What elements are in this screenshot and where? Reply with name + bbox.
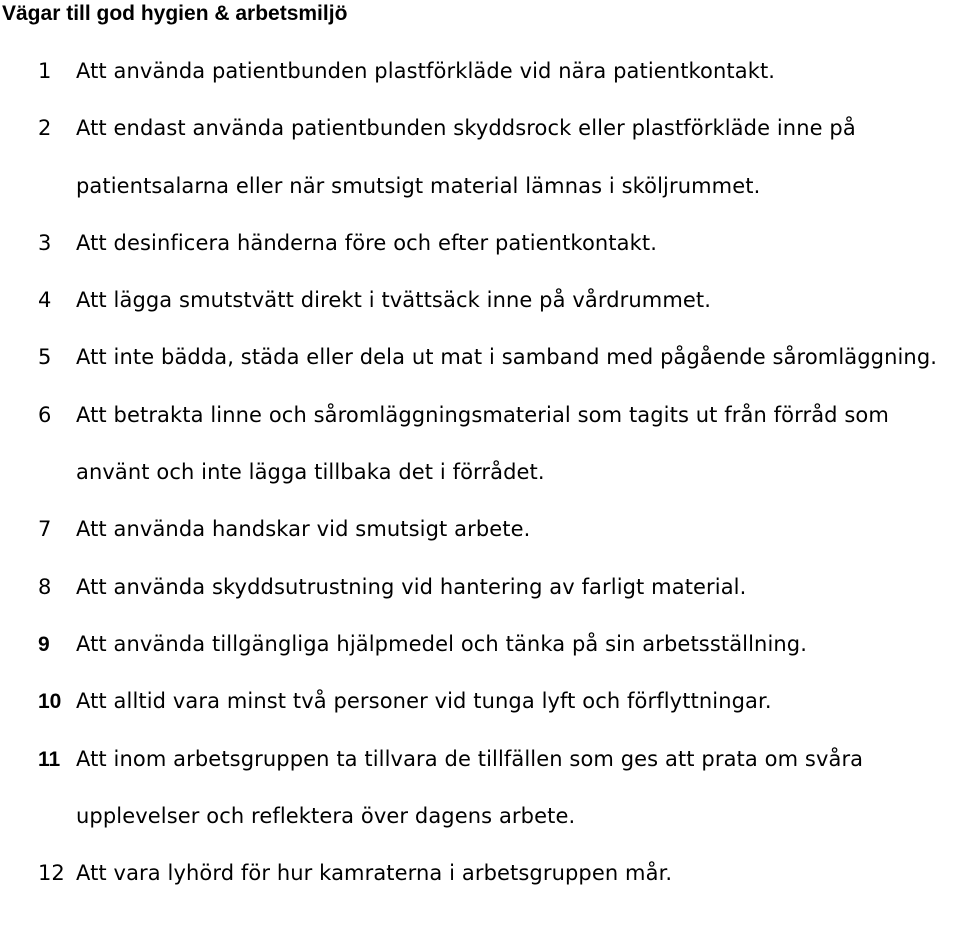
list-item [0, 215, 960, 272]
item-text: Att använda skyddsutrustning vid hantering av farligt material. [76, 574, 747, 599]
item-text: Att inte bädda, städa eller dela ut mat i samband med pågående såromläggning. [76, 345, 938, 370]
item-text: Att betrakta linne och såromläggningsmaterial som tagits ut från förråd som använt och inte lägga tillbaka det i förrådet. [76, 402, 889, 485]
list-item [0, 100, 960, 215]
item-text: Att lägga smutstvätt direkt i tvättsäck inne på vårdrummet. [76, 288, 712, 313]
item-number: 2 [38, 116, 52, 141]
item-number: 1 [38, 59, 52, 83]
list-item [0, 501, 960, 558]
list-item [0, 845, 960, 902]
list-item [0, 616, 960, 673]
item-number: 12 [38, 861, 65, 886]
list-item [0, 731, 960, 846]
item-number: 10 [38, 690, 62, 714]
list-item [0, 387, 960, 502]
item-text: Att använda tillgängliga hjälpmedel och tänka på sin arbetsställning. [76, 631, 807, 656]
item-number: 4 [38, 288, 52, 313]
item-text: Att desinficera händerna före och efter patientkontakt. [76, 230, 657, 255]
item-text: Att alltid vara minst två personer vid tunga lyft och förflyttningar. [76, 689, 772, 714]
list-item [0, 559, 960, 616]
guideline-list [0, 43, 960, 902]
item-text: Att använda patientbunden plastförkläde vid nära patientkontakt. [76, 59, 776, 83]
item-number: 8 [38, 574, 52, 599]
list-item [0, 43, 960, 100]
list-item [0, 272, 960, 329]
item-text: Att inom arbetsgruppen ta tillvara de tillfällen som ges att prata om svåra upplevelser och reflektera över dagens arbete. [76, 746, 864, 828]
item-number: 6 [38, 402, 52, 427]
list-item [0, 673, 960, 730]
item-number: 9 [38, 632, 50, 656]
item-text: Att använda handskar vid smutsigt arbete. [76, 517, 531, 542]
item-number: 7 [38, 517, 52, 542]
list-item [0, 329, 960, 386]
item-text: Att vara lyhörd för hur kamraterna i arbetsgruppen mår. [76, 861, 673, 886]
document-title: Vägar till god hygien & arbetsmiljö [2, 2, 348, 25]
item-number: 3 [38, 230, 52, 255]
item-number: 5 [38, 345, 52, 370]
item-text: Att endast använda patientbunden skyddsrock eller plastförkläde inne på patientsalarna eller när smutsigt material lämnas i sköljrummet. [76, 116, 856, 198]
item-number: 11 [38, 747, 61, 771]
